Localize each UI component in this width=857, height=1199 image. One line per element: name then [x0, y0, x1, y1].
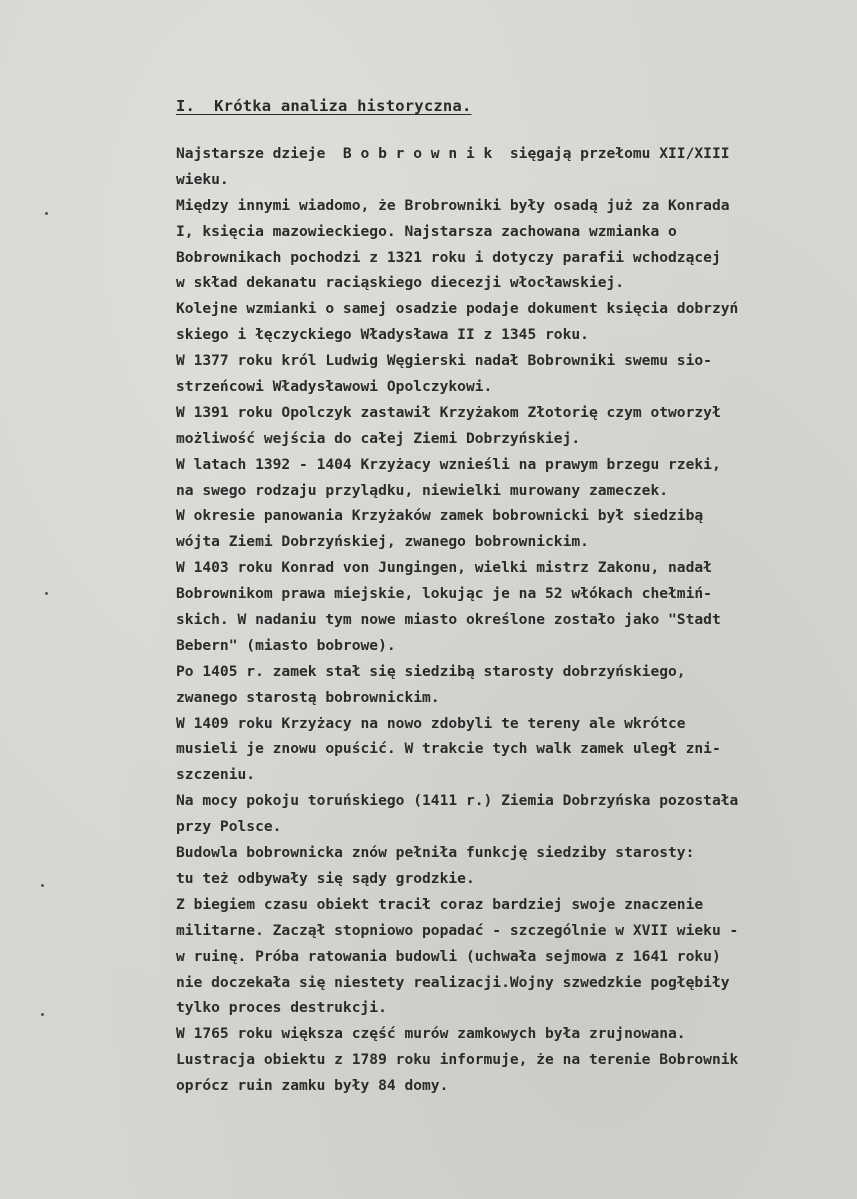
- text-line: W 1391 roku Opolczyk zastawił Krzyżakom Złotorię czym otworzył: [176, 403, 721, 421]
- text-line: przy Polsce.: [176, 818, 282, 836]
- text-line: Między innymi wiadomo, że Brobrowniki były osadą już za Konrada: [176, 196, 730, 214]
- paper-speck: [41, 884, 44, 887]
- text-line: W okresie panowania Krzyżaków zamek bobrownicki był siedzibą: [176, 507, 704, 525]
- text-line: W 1377 roku król Ludwig Węgierski nadał Bobrowniki swemu sio-: [176, 352, 712, 370]
- text-line: na swego rodzaju przylądku, niewielki murowany zameczek.: [176, 481, 669, 499]
- text-line: W 1765 roku większa część murów zamkowych była zrujnowana.: [176, 1025, 686, 1043]
- text-line: Lustracja obiektu z 1789 roku informuje, że na terenie Bobrownik: [176, 1051, 739, 1069]
- text-line: musieli je znowu opuścić. W trakcie tych walk zamek uległ zni-: [176, 740, 721, 758]
- text-line: Z biegiem czasu obiekt tracił coraz bardziej swoje znaczenie: [176, 895, 704, 913]
- text-line: militarne. Zaczął stopniowo popadać - szczególnie w XVII wieku -: [176, 921, 739, 939]
- text-line: Bobrownikach pochodzi z 1321 roku i dotyczy parafii wchodzącej: [176, 248, 721, 266]
- text-line: wójta Ziemi Dobrzyńskiej, zwanego bobrownickim.: [176, 533, 589, 551]
- text-line: tu też odbywały się sądy grodzkie.: [176, 869, 475, 887]
- text-line: Bebern" (miasto bobrowe).: [176, 636, 396, 654]
- text-line: nie doczekała się niestety realizacji.Wojny szwedzkie pogłębiły: [176, 973, 730, 991]
- text-line: W 1403 roku Konrad von Jungingen, wielki mistrz Zakonu, nadał: [176, 559, 712, 577]
- text-line: W 1409 roku Krzyżacy na nowo zdobyli te tereny ale wkrótce: [176, 714, 686, 732]
- text-line: szczeniu.: [176, 766, 256, 784]
- text-line: możliwość wejścia do całej Ziemi Dobrzyńskiej.: [176, 429, 581, 447]
- text-line: Budowla bobrownicka znów pełniła funkcję siedziby starosty:: [176, 844, 695, 862]
- section-heading: I. Krótka analiza historyczna.: [176, 97, 472, 115]
- text-line: w ruinę. Próba ratowania budowli (uchwała sejmowa z 1641 roku): [176, 947, 721, 965]
- paper-speck: [41, 1013, 44, 1016]
- body-text: [176, 141, 857, 1099]
- text-line: tylko proces destrukcji.: [176, 999, 387, 1017]
- text-line: oprócz ruin zamku były 84 domy.: [176, 1077, 449, 1095]
- text-line: skich. W nadaniu tym nowe miasto określone zostało jako "Stadt: [176, 611, 721, 629]
- text-line: Najstarsze dzieje B o b r o w n i k sięgają przełomu XII/XIII: [176, 145, 730, 162]
- text-line: skiego i łęczyckiego Władysława II z 1345 roku.: [176, 326, 589, 344]
- text-line: wieku.: [176, 170, 229, 188]
- text-line: W latach 1392 - 1404 Krzyżacy wznieśli na prawym brzegu rzeki,: [176, 455, 721, 473]
- text-line: strzeńcowi Władysławowi Opolczykowi.: [176, 378, 493, 396]
- text-line: Bobrownikom prawa miejskie, lokując je na 52 włókach chełmiń-: [176, 585, 712, 603]
- text-line: Kolejne wzmianki o samej osadzie podaje dokument księcia dobrzyń: [176, 300, 739, 318]
- paper-speck: [45, 212, 48, 215]
- text-line: zwanego starostą bobrownickim.: [176, 688, 440, 706]
- text-line: w skład dekanatu raciąskiego diecezji włocławskiej.: [176, 274, 625, 292]
- text-line: Po 1405 r. zamek stał się siedzibą starosty dobrzyńskiego,: [176, 662, 686, 680]
- text-line: Na mocy pokoju toruńskiego (1411 r.) Ziemia Dobrzyńska pozostała: [176, 792, 739, 810]
- paper-speck: [45, 592, 48, 595]
- text-line: I, księcia mazowieckiego. Najstarsza zachowana wzmianka o: [176, 222, 677, 240]
